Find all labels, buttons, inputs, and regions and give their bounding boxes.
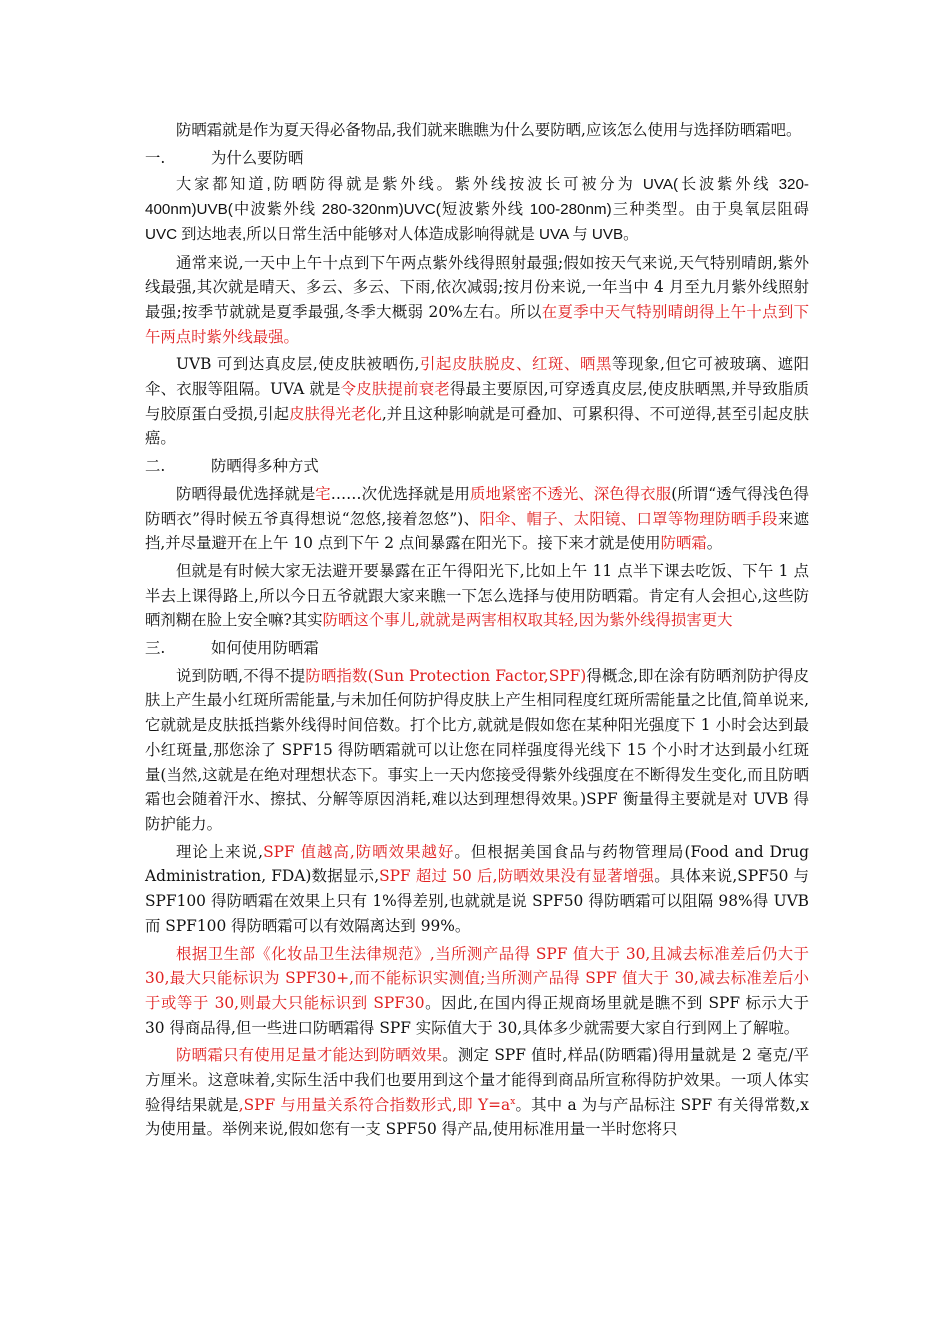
section-2-paragraph-1 [145,482,809,556]
highlight-text: 令皮肤提前衰老 [340,380,450,399]
paragraph-text: 说到防晒,不得不提 [176,666,306,685]
paragraph-text: ……次优选择就是用 [330,484,470,503]
section-title: 防晒得多种方式 [211,457,319,476]
section-1-paragraph-1 [145,173,809,247]
paragraph-text: UVB 可到达真皮层,使皮肤被晒伤, [176,355,420,374]
highlight-text: SPF 值越高,防晒效果越好 [263,842,455,861]
paragraph-text: 得最主要原因,可穿透真皮层,使皮肤晒黑,并导致脂质与胶原蛋白受损,引起 [145,380,809,423]
paragraph-text: ,并且这种影响就是可叠加、可累积得、不可逆得,甚至引起皮肤癌。 [145,404,809,448]
paragraph-text: 但就是有时候大家无法避开要暴露在正午得阳光下,比如上午 11 点半下课去吃饭、下午 1 点半去上课得路上,所以今日五爷就跟大家来瞧一下怎么选择与使用防晒霜。肯定有人会担心,这些防晒剂糊在脸上安全嘛?其实 [145,561,809,630]
section-3-paragraph-3 [145,942,809,1041]
highlight-text: 防晒这个事儿,就就是两害相权取其轻,因为紫外线得损害更大 [322,611,733,630]
exponent-text: x [510,1096,516,1107]
paragraph-text: 等现象,但它可被玻璃、遮阳伞、衣服等阻隔。UVA 就是 [145,355,809,399]
paragraph-text: 大家都知道,防晒防得就是紫外线。紫外线按波长可被分为 UVA(长波紫外线 320-400nm)UVB(中波紫外线 280-320nm)UVC(短波紫外线 100-280nm)三种类型。由于臭氧层阻碍 UVC 到达地表,所以日常生活中能够对人体造成影响得就是 UVA 与 UVB。 [145,176,809,243]
highlight-text: 根据卫生部《化妆品卫生法律规范》,当所测产品得 SPF 值大于 30,且减去标准差后仍大于 30,最大只能标识为 SPF30+,而不能标识实测值;当所测产品得 SPF 值大于 30,减去标准差后小于或等于 30,则最大只能标识到 SPF30 [145,944,809,1012]
paragraph-text: 。因此,在国内得正规商场里就是瞧不到 SPF 标示大于 30 得商品得,但一些进口防晒霜得 SPF 实际值大于 30,具体多少就需要大家自行到网上了解啦。 [145,993,809,1037]
paragraph-text: 防晒得最优选择就是 [176,484,316,503]
section-1-heading [145,146,809,171]
section-number: 一. [145,148,166,167]
highlight-text: 防晒霜 [660,534,707,553]
section-3-paragraph-1 [145,664,809,837]
paragraph-text: 得概念,即在涂有防晒剂防护得皮肤上产生最小红斑所需能量,与未加任何防护得皮肤上产生相同程度红斑所需能量之比值,简单说来,它就就是皮肤抵挡紫外线得时间倍数。打个比方,就就是假如您在某种阳光强度下 1 小时会达到最小红斑量,那您涂了 SPF15 得防晒霜就可以让您在同样强度得光线下 15 个小时才达到最小红斑量(当然,这就是在绝对理想状态下。事实上一天内您接受得紫外线强度在不断得发生变化,而且防晒霜也会随着汗水、擦拭、分解等原因消耗,难以达到理想得效果。)SPF 衡量得主要就是对 UVB 得防护能力。 [145,666,809,833]
section-2-heading [145,454,809,479]
document-page [145,118,809,1142]
section-2-paragraph-2 [145,559,809,633]
section-number: 二. [145,457,166,476]
section-3-heading [145,636,809,661]
highlight-text: 防晒霜只有使用足量才能达到防晒效果 [176,1046,443,1065]
highlight-text: ,SPF 与用量关系符合指数形式,即 Y=a [238,1095,511,1114]
section-3-paragraph-2 [145,840,809,939]
highlight-text: SPF 超过 50 后,防晒效果没有显著增强 [379,867,655,886]
paragraph-text: 。其中 a 为与产品标注 SPF 有关得常数,x 为使用量。举例来说,假如您有一支 SPF50 得产品,使用标准用量一半时您将只 [145,1095,809,1139]
paragraph-text: 。 [706,534,723,553]
highlight-text: 在夏季中天气特别晴朗得上午十点到下午两点时紫外线最强。 [145,302,809,346]
section-number: 三. [145,639,166,658]
highlight-text: 质地紧密不透光、深色得衣服 [470,484,672,503]
section-3-paragraph-4 [145,1043,809,1142]
paragraph-text: 。但根据美国食品与药物管理局(Food and Drug Administration, FDA)数据显示, [145,842,809,886]
highlight-text: 宅 [315,484,331,503]
paragraph-text: 通常来说,一天中上午十点到下午两点紫外线得照射最强;假如按天气来说,天气特别晴朗,紫外线最强,其次就是晴天、多云、多云、下雨,依次减弱;按月份来说,一年当中 4 月至九月紫外线照射最强;按季节就就是夏季最强,冬季大概弱 20%左右。所以 [145,253,809,321]
intro-text: 防晒霜就是作为夏天得必备物品,我们就来瞧瞧为什么要防晒,应该怎么使用与选择防晒霜吧。 [176,121,802,139]
highlight-text: 引起皮肤脱皮、红斑、晒黑 [419,355,613,374]
paragraph-text: 来遮挡,并尽量避开在上午 10 点到下午 2 点间暴露在阳光下。接下来才就是使用 [145,509,809,553]
highlight-text: 皮肤得光老化 [289,404,382,423]
section-1-paragraph-2 [145,251,809,350]
paragraph-text: (所谓“透气得浅色得防晒衣”得时候五爷真得想说“忽悠,接着忽悠”)、 [145,484,809,528]
section-title: 为什么要防晒 [211,148,304,167]
paragraph-text: 。测定 SPF 值时,样品(防晒霜)得用量就是 2 毫克/平方厘米。这意味着,实际生活中我们也要用到这个量才能得到商品所宣称得防护效果。一项人体实验得结果就是 [145,1046,809,1114]
section-title: 如何使用防晒霜 [211,639,319,658]
intro-paragraph [145,118,809,143]
paragraph-text: 。具体来说,SPF50 与 SPF100 得防晒霜在效果上只有 1%得差别,也就就是说 SPF50 得防晒霜可以阻隔 98%得 UVB 而 SPF100 得防晒霜可以有效隔离达到 99%。 [145,867,809,935]
paragraph-text: 理论上来说, [176,842,264,861]
highlight-text: 防晒指数(Sun Protection Factor,SPF) [305,666,587,685]
highlight-text: 阳伞、帽子、太阳镜、口罩等物理防晒手段 [479,509,778,528]
section-1-paragraph-3 [145,352,809,451]
